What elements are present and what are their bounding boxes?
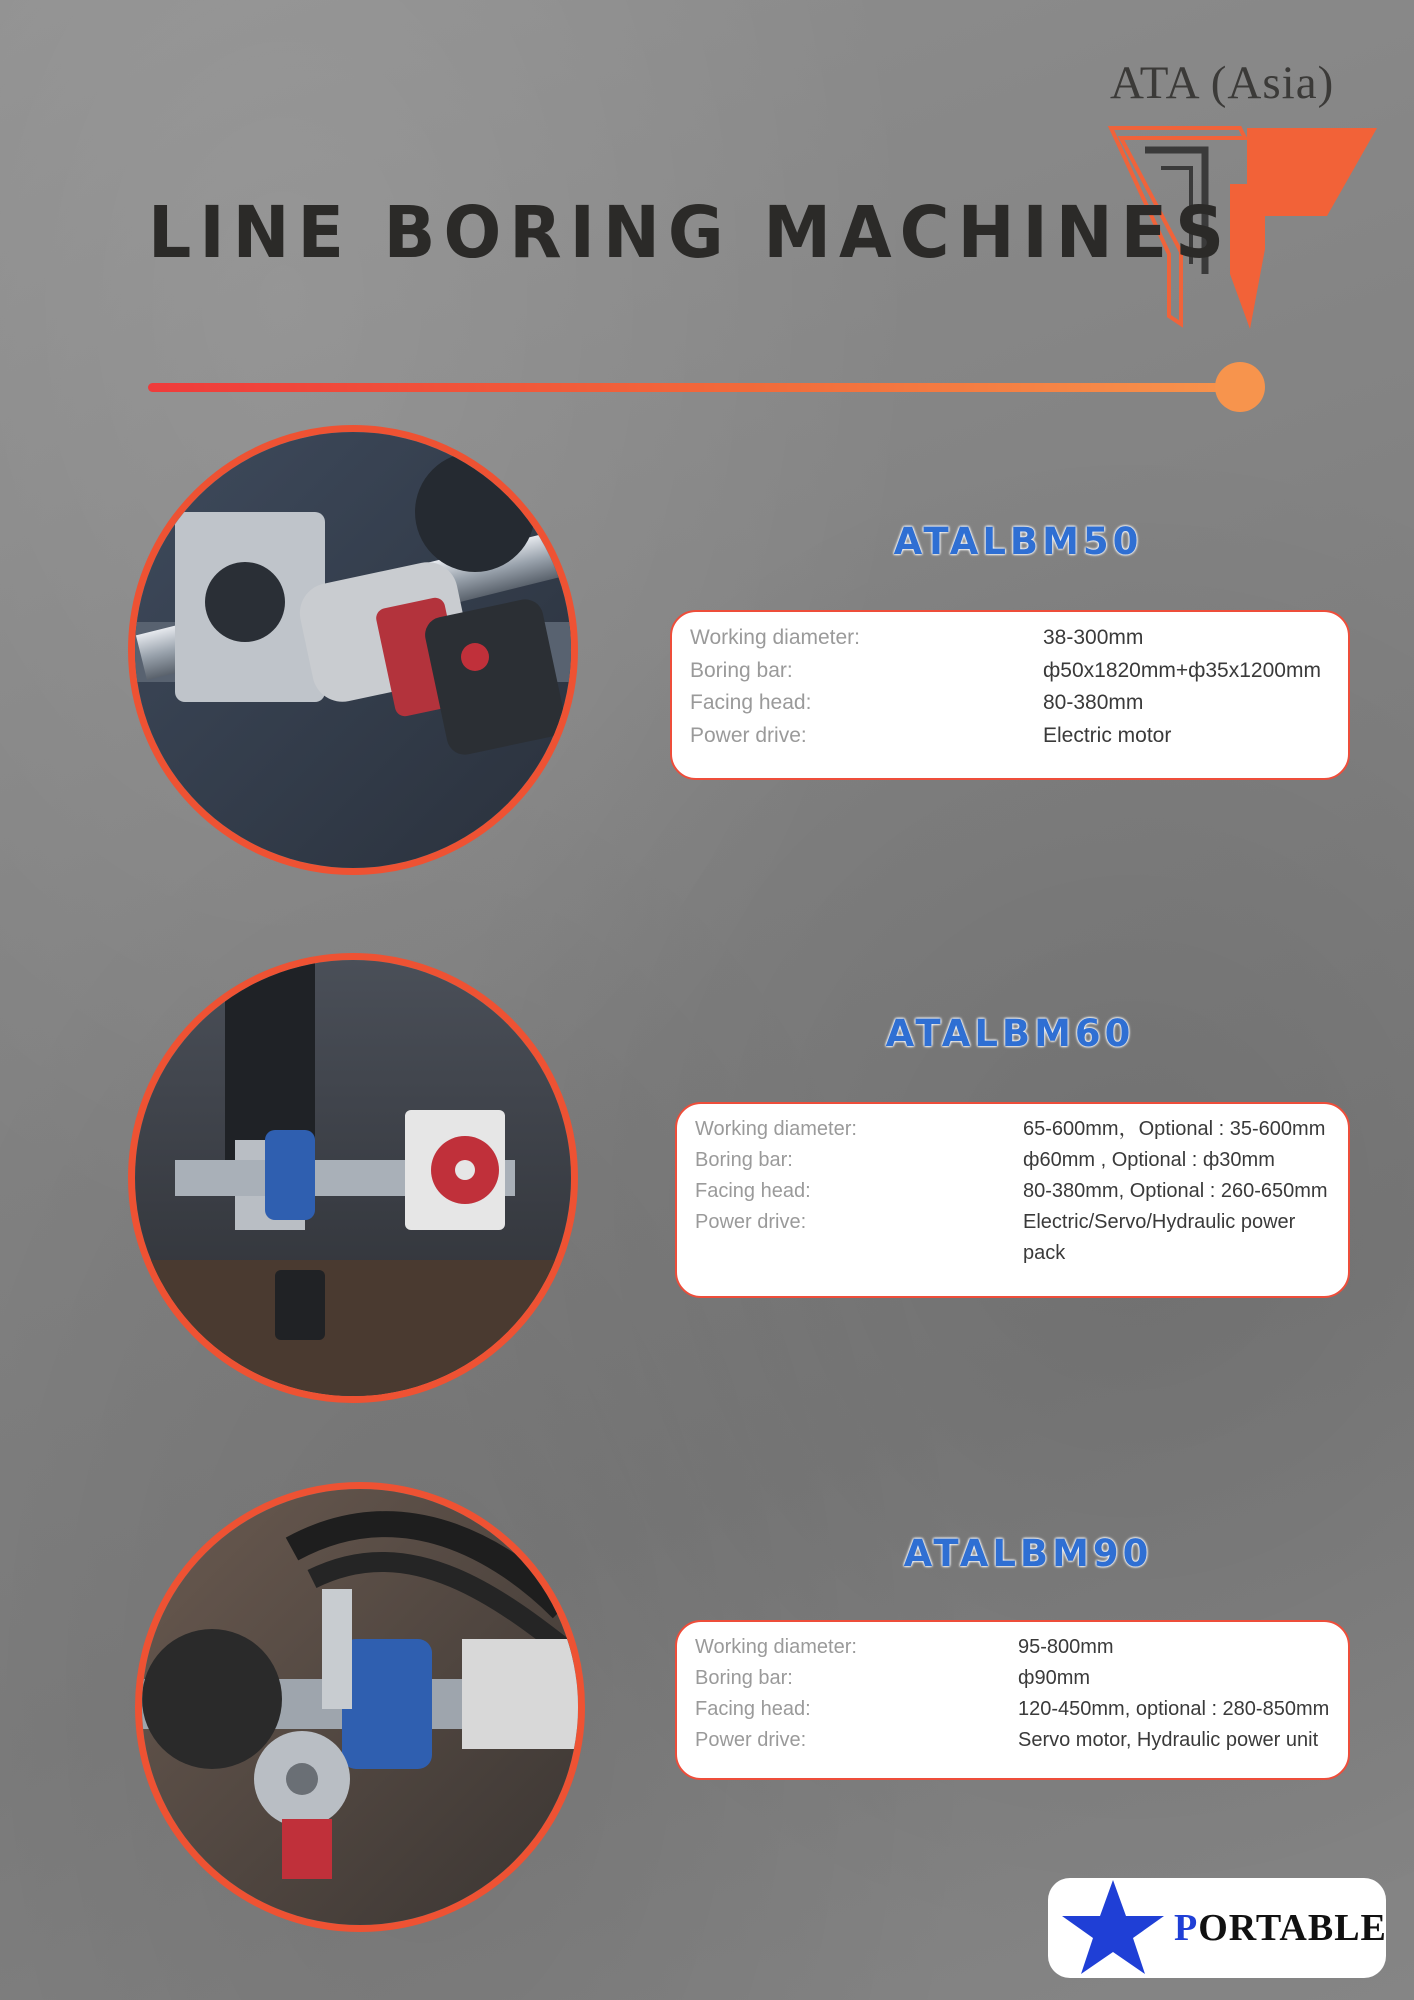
spec-label: Facing head: xyxy=(690,691,812,715)
spec-row xyxy=(695,1694,1336,1725)
spec-card-atalbm50 xyxy=(670,610,1350,780)
portable-badge xyxy=(1048,1878,1386,1978)
title-divider-dot xyxy=(1215,362,1265,412)
model-name: ATALBM50 xyxy=(893,520,1143,563)
spec-value: ф90mm xyxy=(1018,1667,1091,1689)
spec-row xyxy=(690,720,1336,753)
spec-row xyxy=(695,1632,1336,1663)
model-name: ATALBM60 xyxy=(885,1012,1135,1055)
spec-label: Working diameter: xyxy=(690,626,861,649)
spec-value: Electric motor xyxy=(1043,723,1172,747)
spec-row xyxy=(690,687,1336,720)
spec-value: 120-450mm, optional : 280-850mm xyxy=(1018,1698,1330,1720)
spec-value: 95-800mm xyxy=(1018,1636,1114,1658)
spec-value: 38-300mm xyxy=(1043,626,1144,649)
spec-row xyxy=(695,1663,1336,1694)
spec-row xyxy=(695,1114,1336,1145)
spec-value: Electric/Servo/Hydraulic power pack xyxy=(1023,1211,1296,1264)
spec-label: Boring bar: xyxy=(695,1149,793,1171)
product-photo-atalbm90 xyxy=(135,1482,585,1932)
spec-value: 80-380mm, Optional : 260-650mm xyxy=(1023,1180,1328,1202)
spec-row xyxy=(695,1725,1336,1756)
spec-label: Facing head: xyxy=(695,1180,811,1202)
spec-label: Boring bar: xyxy=(695,1667,793,1689)
badge-text: PORTABLE xyxy=(1174,1907,1387,1949)
spec-label: Power drive: xyxy=(695,1729,807,1751)
spec-card-atalbm60 xyxy=(675,1102,1350,1298)
spec-value: ф60mm , Optional : ф30mm xyxy=(1023,1149,1275,1171)
spec-label: Working diameter: xyxy=(695,1118,857,1140)
spec-row xyxy=(695,1145,1336,1176)
spec-label: Boring bar: xyxy=(690,658,793,682)
spec-label: Working diameter: xyxy=(695,1636,857,1658)
product-photo-atalbm50 xyxy=(128,425,578,875)
model-name: ATALBM90 xyxy=(903,1532,1153,1575)
title-divider xyxy=(148,383,1238,392)
spec-value: 80-380mm xyxy=(1043,691,1144,715)
product-photo-atalbm60 xyxy=(128,953,578,1403)
spec-row xyxy=(695,1176,1336,1207)
page-title: LINE BORING MACHINES xyxy=(148,192,1233,275)
spec-label: Power drive: xyxy=(690,723,807,747)
spec-row xyxy=(695,1207,1336,1269)
spec-card-atalbm90 xyxy=(675,1620,1350,1780)
brand-name: ATA (Asia) xyxy=(1110,57,1335,109)
star-icon xyxy=(1058,1876,1168,1981)
spec-label: Facing head: xyxy=(695,1698,811,1720)
spec-label: Power drive: xyxy=(695,1211,807,1233)
spec-row xyxy=(690,655,1336,688)
spec-value: ф50x1820mm+ф35x1200mm xyxy=(1043,658,1321,682)
spec-value: Servo motor, Hydraulic power unit xyxy=(1018,1729,1319,1751)
spec-value: 65-600mm，Optional : 35-600mm xyxy=(1023,1118,1326,1140)
spec-row xyxy=(690,622,1336,655)
